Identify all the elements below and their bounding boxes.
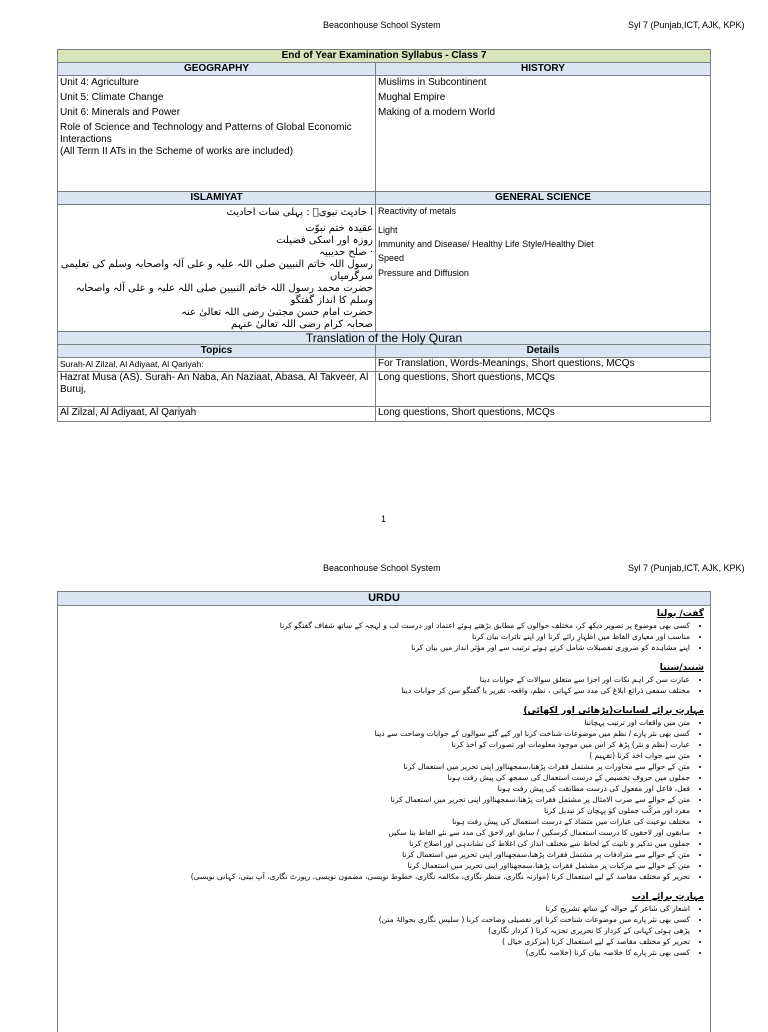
quran-topic: Hazrat Musa (AS). Surah- An Naba, An Naziaat, Abasa, Al Takveer, Al Buruj, (58, 372, 376, 407)
syllabus-code-header: Syl 7 (Punjab,ICT, AJK, KPK) (628, 20, 745, 30)
list-item: • کسی بھی نثر پارے / نظم میں موضوعات شناخت کرنا اور کیے گئے سوالوں کے جوابات وضاحت سے دینا (64, 728, 690, 739)
list-item: • پڑھی ہوئی کہانی کے کردار کا تحریری تجزیہ کرنا ( کردار نگاری) (64, 925, 690, 936)
islamiyat-item: عقیدہ ختم نبوّت (305, 223, 373, 234)
geography-heading: GEOGRAPHY (58, 63, 376, 76)
school-name-header: Beaconhouse School System (323, 563, 441, 573)
page-title: End of Year Examination Syllabus - Class 7 (58, 50, 711, 63)
list-item: • کسی بھی نثر پارے کا خلاصہ بیان کرنا (خلاصہ نگاری) (64, 947, 690, 958)
list-item: • عبارت (نظم و نثر) پڑھ کر اس میں موجود معلومات اور تصورات کو اخذ کرنا (64, 739, 690, 750)
urdu-subheading: مہارتِ برائے ادب (631, 892, 704, 902)
list-item: • اشعار کی شاعر کے حوالہ کے ساتھ تشریح کرنا (64, 903, 690, 914)
details-column-header: Details (376, 345, 711, 358)
geography-item: Unit 6: Minerals and Power (60, 107, 181, 118)
list-item: • فعل، فاعل اور مفعول کی درست مطابقت کی پیش رفت ہونا (64, 783, 690, 794)
table-row (58, 407, 711, 422)
list-item: • تحریر کو مختلف مقاصد کے لیے استعمال کرنا (مرکزی خیال ) (64, 936, 690, 947)
list-item: • تحریر کو مختلف مقاصد کے لیے استعمال کرنا (موازنہ نگاری، منظر نگاری، مکالمہ نگاری، خطوط نویسی، مضمون نویسی، رپورٹ نگاری، آپ بیتی، کہانی نویسی) (64, 871, 690, 882)
history-item: Making of a modern World (378, 107, 496, 118)
islamiyat-item: ا حادیث نبویؐ : پہلی سات احادیث (226, 207, 373, 218)
urdu-section (57, 591, 711, 1032)
table-row (58, 372, 711, 407)
islamiyat-item: حضرت امام حسن مجتبیٰ رضی اللہ تعالیٰ عنہ (181, 307, 373, 318)
islamiyat-item: روزہ اور اسکی فضیلت (276, 235, 373, 246)
quran-topic: Al Zilzal, Al Adiyaat, Al Qariyah (58, 407, 376, 422)
urdu-list (64, 620, 704, 653)
urdu-list (64, 903, 704, 958)
urdu-subheading: مہارتِ برائے لسانیات(پڑھائی اور لکھائی) (523, 706, 704, 716)
geography-note: (All Term II ATs in the Scheme of works are included) (60, 146, 294, 157)
list-item: • مفرد اور مرکّب جملوں کو پہچان کر تبدیل کرنا (64, 805, 690, 816)
islamiyat-heading: ISLAMIYAT (58, 192, 376, 205)
history-item: Muslims in Subcontinent (378, 77, 487, 88)
urdu-content (58, 606, 710, 958)
urdu-subheading: گفت/ بولنا (656, 609, 704, 619)
science-item: Light (378, 225, 398, 235)
list-item: • مختلف سمعی ذرائع ابلاغ کی مدد سے کہانی ، نظم، واقعہ، تقریر یا گفتگو سن کر جوابات دینا (64, 685, 690, 696)
science-item: Reactivity of metals (378, 206, 457, 216)
list-item: • متن کے حوالے سے محاورات پر مشتمل فقرات پڑھنا،سمجھنااور اپنی تحریر میں استعمال کرنا (64, 761, 690, 772)
quran-detail: Long questions, Short questions, MCQs (376, 407, 711, 422)
list-item: • سابقوں اور لاحقوں کا درست استعمال کرسکیں / سابق اور لاحق کی مدد سے نئے الفاظ بنا سکیں (64, 827, 690, 838)
geography-item: Unit 4: Agriculture (60, 77, 139, 88)
list-item: • متن کے حوالے سے ضرب الامثال پر مشتمل فقرات پڑھنا،سمجھنااور اپنی تحریر میں استعمال کرنا (64, 794, 690, 805)
syllabus-table (57, 49, 711, 422)
quran-topic: Surah-Al Zilzal, Al Adiyaat, Al Qariyah: (58, 358, 376, 372)
list-item: • کسی بھی موضوع پر تصویر دیکھ کر، مختلف حوالوں کے مطابق بڑھتے ہوئے اعتماد اور درست لب و لہجہ کے ساتھ شفاف گفتگو کرنا (64, 620, 690, 631)
page-number: 1 (381, 514, 387, 524)
list-item: • مناسب اور معیاری الفاظ میں اظہارِ رائے کرنا اور اپنے تاثرات بیان کرنا (64, 631, 690, 642)
urdu-subheading: شنید/سننا (659, 663, 704, 673)
islamiyat-cell (58, 205, 376, 332)
urdu-list (64, 717, 704, 882)
school-name-header: Beaconhouse School System (323, 20, 441, 30)
geography-item: Role of Science and Technology and Patterns of Global Economic Interactions (60, 122, 352, 145)
science-item: Speed (378, 253, 405, 263)
history-heading: HISTORY (376, 63, 711, 76)
list-item: • متن کے حوالے سے مرکبات پر مشتمل فقرات پڑھنا،سمجھنااور اپنی تحریر میں استعمال کرنا (64, 860, 690, 871)
urdu-list (64, 674, 704, 696)
list-item: • کسی بھی نثر پارے میں موضوعات شناخت کرنا اور تفصیلی وضاحت کرنا ( سلیس نگاری بحوالۂ متن) (64, 914, 690, 925)
history-cell (376, 76, 711, 192)
science-heading: GENERAL SCIENCE (376, 192, 711, 205)
list-item: • متن سے جواب اخذ کرنا (تفہیم ) (64, 750, 690, 761)
quran-heading: Translation of the Holy Quran (58, 332, 711, 345)
quran-detail: For Translation, Words-Meanings, Short questions, MCQs (376, 358, 711, 372)
list-item: • عبارت سن کر اہم نکات اور اجزا سے متعلق سوالات کے جوابات دینا (64, 674, 690, 685)
table-row (58, 358, 711, 372)
science-cell (376, 205, 711, 332)
urdu-heading: URDU (58, 592, 710, 606)
science-item: Pressure and Diffusion (378, 268, 469, 278)
history-item: Mughal Empire (378, 92, 446, 103)
science-item: Immunity and Disease/ Healthy Life Style/Healthy Diet (378, 239, 594, 249)
geography-item: Unit 5: Climate Change (60, 92, 164, 103)
islamiyat-item: رسول اللہ خاتم النبیین صلی اللہ علیہ و علی آلہ واصحابہ وسلم کی تعلیمی سرگرمیاں (60, 259, 373, 282)
list-item: • متن میں واقعات اور ترتیب پہچاننا (64, 717, 690, 728)
list-item: • جملوں میں حروفِ تخصیص کے درست استعمال کی سمجھ کی پیش رفت ہونا (64, 772, 690, 783)
islamiyat-item: · صلح حدیبیہ (319, 247, 373, 258)
list-item: • متن کے حوالے سے مترادفات پر مشتمل فقرات پڑھنا،سمجھنااور اپنی تحریر میں استعمال کرنا (64, 849, 690, 860)
geography-cell (58, 76, 376, 192)
list-item: • مختلف نوعیت کی عبارات میں متضاد کے درست استعمال کی پیش رفت ہونا (64, 816, 690, 827)
list-item: • اپنے مشاہدہ کو ضروری تفصیلات شامل کرتے ہوئے ترتیب سے اور مؤثر انداز میں بیان کرنا (64, 642, 690, 653)
quran-detail: Long questions, Short questions, MCQs (376, 372, 711, 407)
syllabus-code-header: Syl 7 (Punjab,ICT, AJK, KPK) (628, 563, 745, 573)
islamiyat-item: صحابہ کرام رضی اللہ تعالیٰ عنہم (231, 319, 373, 330)
topics-column-header: Topics (58, 345, 376, 358)
list-item: • جملوں میں تذکیر و تانیث کے لحاظ سے مختلف انداز کی اغلاط کی نشاندہی اور اصلاح کرنا (64, 838, 690, 849)
islamiyat-item: حضرت محمد رسول اللہ خاتم النبیین صلی اللہ علیہ و علی آلہ واصحابہ وسلم کا انداز گفتگو (75, 283, 373, 306)
